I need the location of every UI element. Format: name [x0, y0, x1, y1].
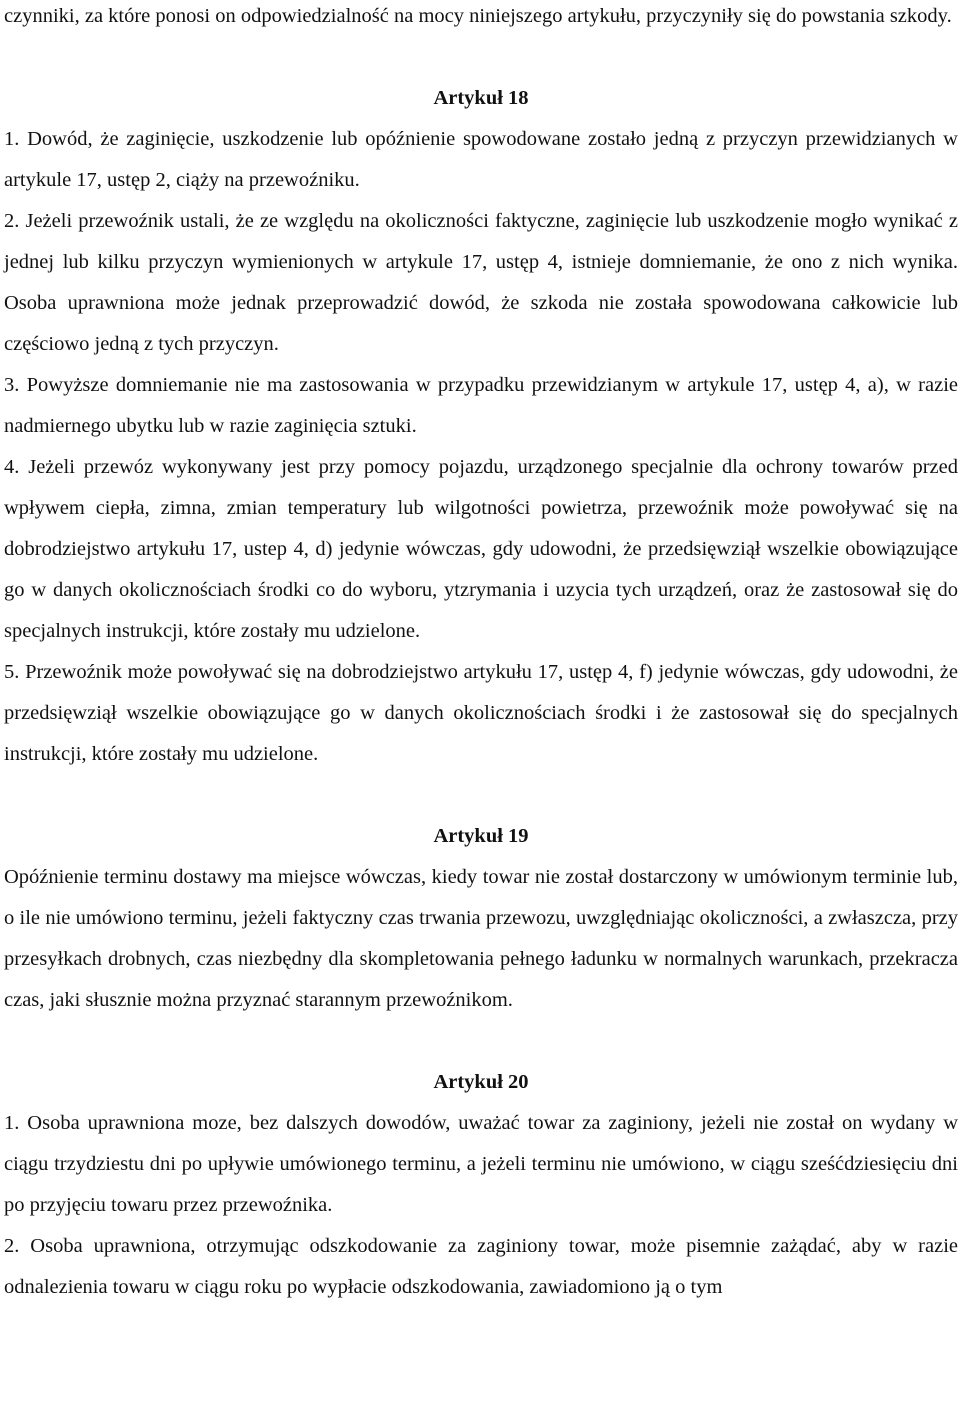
article-heading: Artykuł 20 — [433, 1071, 529, 1093]
paragraph: 3. Powyższe domniemanie nie ma zastosowania w przypadku przewidzianym w artykule 17, ustęp 4, a), w razie nadmiernego ubytku lub w razie zaginięcia sztuki. — [4, 374, 958, 437]
paragraph: 4. Jeżeli przewóz wykonywany jest przy pomocy pojazdu, urządzonego specjalnie dla ochrony towarów przed wpływem ciepła, zimna, zmian temperatury lub wilgotności powietrza, przewoźnik może powoływać się na dobrodziejstwo artykułu 17, ustep 4, d) jedynie wówczas, gdy udowodni, że przedsięwziął wszelkie obowiązujące go w danych okolicznościach środki co do wyboru, ytzrymania i uzycia tych urządzeń, oraz że zastosował się do specjalnych instrukcji, które zostały mu udzielone. — [4, 456, 958, 642]
document-page — [4, 0, 958, 1308]
paragraph: 1. Dowód, że zaginięcie, uszkodzenie lub opóźnienie spowodowane zostało jedną z przyczyn przewidzianych w artykule 17, ustęp 2, ciąży na przewoźniku. — [4, 128, 958, 191]
paragraph-spacer — [4, 37, 958, 78]
article-heading: Artykuł 18 — [433, 87, 529, 109]
paragraph-spacer — [4, 1021, 958, 1062]
paragraph: 2. Jeżeli przewoźnik ustali, że ze względu na okoliczności faktyczne, zaginięcie lub uszkodzenie mogło wynikać z jednej lub kilku przyczyn wymienionych w artykule 17, ustęp 4, istnieje domniemanie, że ono z nich wynika. Osoba uprawniona może jednak przeprowadzić dowód, że szkoda nie została spowodowana całkowicie lub częściowo jedną z tych przyczyn. — [4, 210, 958, 355]
paragraph: 2. Osoba uprawniona, otrzymując odszkodowanie za zaginiony towar, może pisemnie zażądać, aby w razie odnalezienia towaru w ciągu roku po wypłacie odszkodowania, zawiadomiono ją o tym — [4, 1235, 958, 1298]
article-heading: Artykuł 19 — [433, 825, 529, 847]
paragraph: 1. Osoba uprawniona moze, bez dalszych dowodów, uważać towar za zaginiony, jeżeli nie został on wydany w ciągu trzydziestu dni po upływie umówionego terminu, a jeżeli terminu nie umówiono, w ciągu sześćdziesięciu dni po przyjęciu towaru przez przewoźnika. — [4, 1112, 958, 1216]
paragraph-spacer — [4, 775, 958, 816]
paragraph: czynniki, za które ponosi on odpowiedzialność na mocy niniejszego artykułu, przyczyniły się do powstania szkody. — [4, 5, 952, 27]
paragraph: Opóźnienie terminu dostawy ma miejsce wówczas, kiedy towar nie został dostarczony w umówionym terminie lub, o ile nie umówiono terminu, jeżeli faktyczny czas trwania przewozu, uwzględniając okoliczności, a zwłaszcza, przy przesyłkach drobnych, czas niezbędny dla skompletowania pełnego ładunku w normalnych warunkach, przekracza czas, jaki słusznie można przyznać starannym przewoźnikom. — [4, 866, 958, 1011]
paragraph: 5. Przewoźnik może powoływać się na dobrodziejstwo artykułu 17, ustęp 4, f) jedynie wówczas, gdy udowodni, że przedsięwziął wszelkie obowiązujące go w danych okolicznościach środki i że zastosował się do specjalnych instrukcji, które zostały mu udzielone. — [4, 661, 958, 765]
